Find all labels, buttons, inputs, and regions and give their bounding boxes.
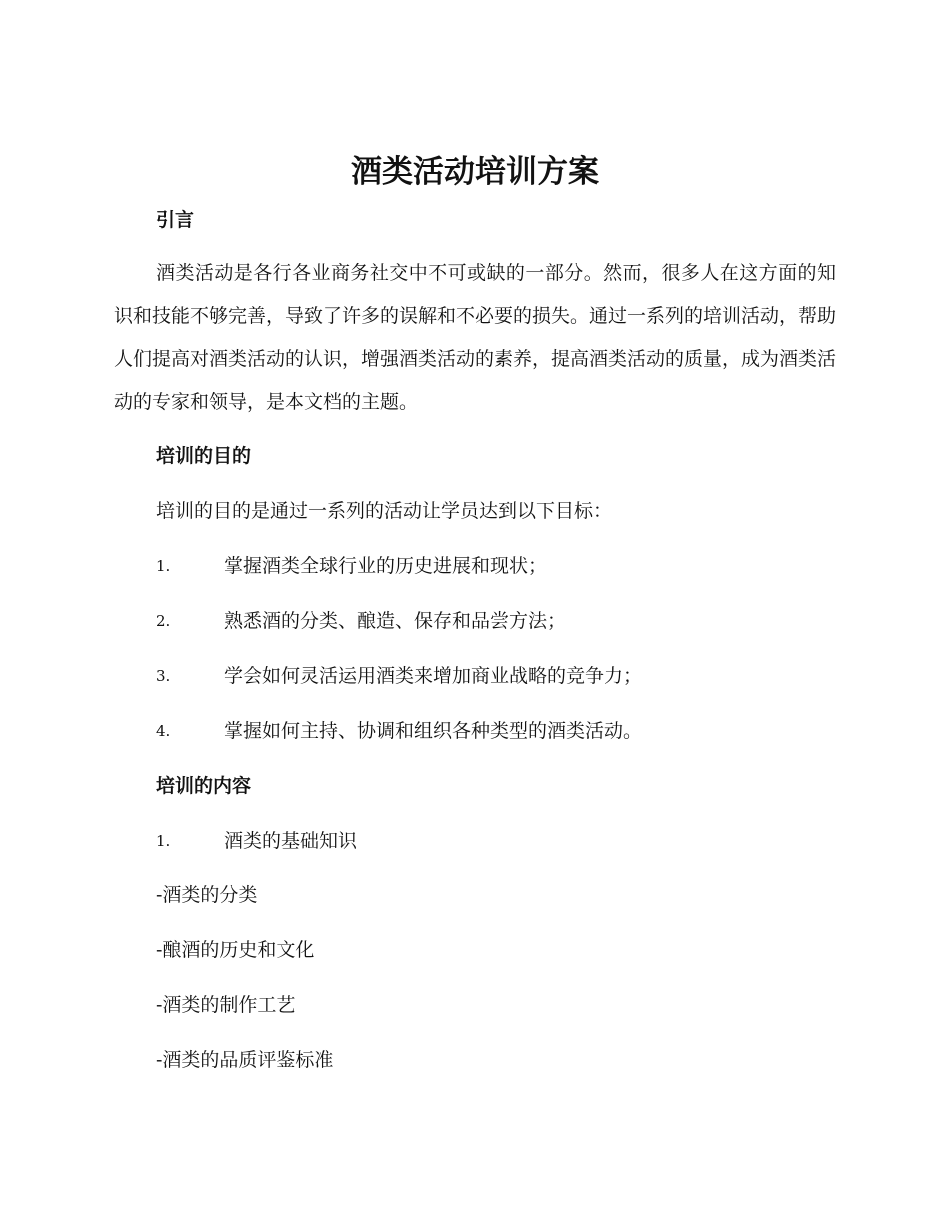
list-item-number: 1. (156, 832, 171, 850)
sub-list-item: -酿酒的历史和文化 (156, 939, 315, 961)
list-item-number: 3. (156, 667, 171, 685)
sub-list-item: -酒类的制作工艺 (156, 994, 296, 1016)
goals-heading: 培训的目的 (156, 445, 252, 467)
document-title: 酒类活动培训方案 (351, 154, 599, 190)
list-item-text: 掌握酒类全球行业的历史进展和现状； (224, 555, 548, 577)
intro-paragraph: 酒类活动是各行各业商务社交中不可或缺的一部分。然而，很多人在这方面的知识和技能不够完善，导致了许多的误解和不必要的损失。通过一系列的培训活动，帮助人们提高对酒类活动的认识，增强酒类活动的素养，提高酒类活动的质量，成为酒类活动的专家和领导，是本文档的主题。 (114, 262, 837, 413)
list-item-text: 酒类的基础知识 (224, 830, 358, 852)
content-heading: 培训的内容 (156, 775, 252, 797)
list-item-text: 熟悉酒的分类、酿造、保存和品尝方法； (224, 610, 567, 632)
list-item-number: 1. (156, 557, 171, 575)
sub-list-item: -酒类的分类 (156, 884, 258, 906)
list-item-number: 2. (156, 612, 171, 630)
list-item-number: 4. (156, 722, 171, 740)
list-item-text: 学会如何灵活运用酒类来增加商业战略的竞争力； (224, 665, 643, 687)
sub-list-item: -酒类的品质评鉴标准 (156, 1049, 334, 1071)
goals-lead: 培训的目的是通过一系列的活动让学员达到以下目标： (156, 500, 613, 522)
intro-heading: 引言 (156, 209, 195, 231)
list-item-text: 掌握如何主持、协调和组织各种类型的酒类活动。 (224, 720, 643, 742)
